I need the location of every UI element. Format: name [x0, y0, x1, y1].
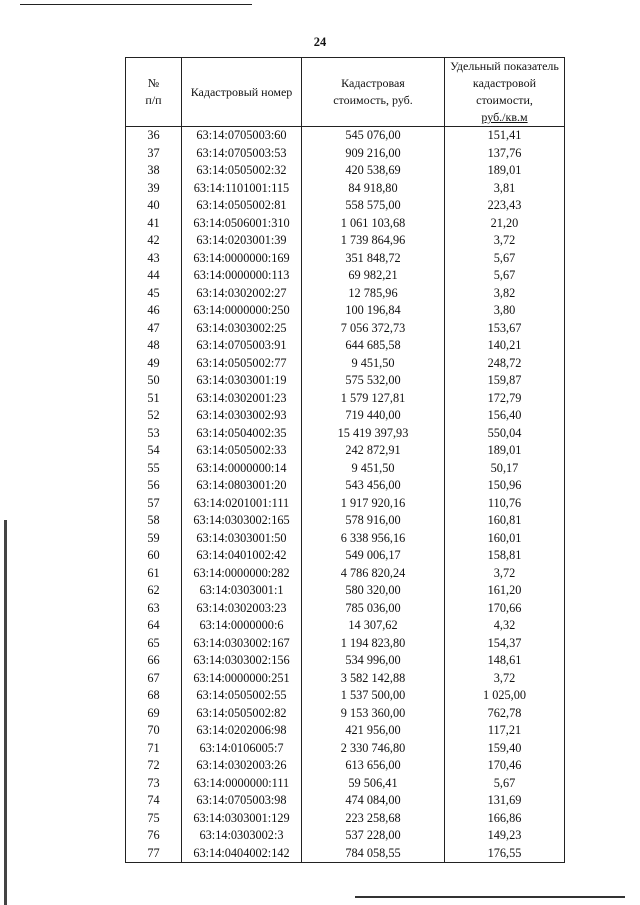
cadastral-number: 63:14:0705003:53 [182, 145, 302, 163]
row-number: 40 [126, 197, 182, 215]
cadastral-number: 63:14:0303002:3 [182, 827, 302, 845]
row-number: 55 [126, 460, 182, 478]
specific-cost: 110,76 [445, 495, 565, 513]
cadastral-table [125, 57, 565, 863]
table-row [126, 582, 565, 600]
row-number: 61 [126, 565, 182, 583]
row-number: 48 [126, 337, 182, 355]
row-number: 45 [126, 285, 182, 303]
row-number: 47 [126, 320, 182, 338]
table-row [126, 127, 565, 145]
cadastral-cost: 9 451,50 [302, 460, 445, 478]
specific-cost: 172,79 [445, 390, 565, 408]
table-row [126, 407, 565, 425]
table-row [126, 337, 565, 355]
table-row [126, 425, 565, 443]
row-number: 63 [126, 600, 182, 618]
specific-cost: 170,66 [445, 600, 565, 618]
specific-cost: 3,80 [445, 302, 565, 320]
cadastral-cost: 784 058,55 [302, 845, 445, 863]
cadastral-number: 63:14:0506001:310 [182, 215, 302, 233]
cadastral-cost: 909 216,00 [302, 145, 445, 163]
row-number: 44 [126, 267, 182, 285]
specific-cost: 176,55 [445, 845, 565, 863]
cadastral-number: 63:14:0505002:82 [182, 705, 302, 723]
specific-cost: 189,01 [445, 442, 565, 460]
header-specific-line4: руб./кв.м [481, 110, 528, 124]
cadastral-cost: 1 537 500,00 [302, 687, 445, 705]
specific-cost: 550,04 [445, 425, 565, 443]
table-row [126, 530, 565, 548]
table-row [126, 775, 565, 793]
row-number: 58 [126, 512, 182, 530]
cadastral-number: 63:14:0505002:33 [182, 442, 302, 460]
scan-edge-bottom [355, 896, 625, 898]
table-row [126, 757, 565, 775]
row-number: 52 [126, 407, 182, 425]
cadastral-cost: 7 056 372,73 [302, 320, 445, 338]
header-specific-line3: стоимости, [476, 93, 533, 107]
cadastral-number: 63:14:0404002:142 [182, 845, 302, 863]
cadastral-number: 63:14:0505002:81 [182, 197, 302, 215]
cadastral-number: 63:14:0505002:55 [182, 687, 302, 705]
cadastral-number: 63:14:0302001:23 [182, 390, 302, 408]
specific-cost: 170,46 [445, 757, 565, 775]
specific-cost: 3,72 [445, 232, 565, 250]
cadastral-number: 63:14:0302003:26 [182, 757, 302, 775]
cadastral-number: 63:14:0000000:250 [182, 302, 302, 320]
table-row [126, 197, 565, 215]
row-number: 75 [126, 810, 182, 828]
table-row [126, 827, 565, 845]
row-number: 38 [126, 162, 182, 180]
row-number: 42 [126, 232, 182, 250]
specific-cost: 149,23 [445, 827, 565, 845]
cadastral-number: 63:14:0302002:27 [182, 285, 302, 303]
cadastral-cost: 9 451,50 [302, 355, 445, 373]
row-number: 76 [126, 827, 182, 845]
row-number: 39 [126, 180, 182, 198]
row-number: 59 [126, 530, 182, 548]
cadastral-cost: 1 917 920,16 [302, 495, 445, 513]
cadastral-cost: 543 456,00 [302, 477, 445, 495]
row-number: 56 [126, 477, 182, 495]
table-row [126, 442, 565, 460]
table-row [126, 547, 565, 565]
specific-cost: 3,81 [445, 180, 565, 198]
row-number: 49 [126, 355, 182, 373]
table-row [126, 705, 565, 723]
specific-cost: 5,67 [445, 250, 565, 268]
cadastral-number: 63:14:0705003:91 [182, 337, 302, 355]
table-row [126, 215, 565, 233]
row-number: 62 [126, 582, 182, 600]
specific-cost: 21,20 [445, 215, 565, 233]
cadastral-number: 63:14:0505002:77 [182, 355, 302, 373]
table-row [126, 617, 565, 635]
specific-cost: 166,86 [445, 810, 565, 828]
table-row [126, 267, 565, 285]
row-number: 50 [126, 372, 182, 390]
row-number: 57 [126, 495, 182, 513]
row-number: 51 [126, 390, 182, 408]
table-row [126, 600, 565, 618]
specific-cost: 4,32 [445, 617, 565, 635]
table-row [126, 302, 565, 320]
cadastral-cost: 534 996,00 [302, 652, 445, 670]
table-row [126, 670, 565, 688]
specific-cost: 160,01 [445, 530, 565, 548]
cadastral-cost: 3 582 142,88 [302, 670, 445, 688]
cadastral-number: 63:14:0303001:129 [182, 810, 302, 828]
cadastral-number: 63:14:0303001:1 [182, 582, 302, 600]
table-row [126, 180, 565, 198]
row-number: 74 [126, 792, 182, 810]
cadastral-cost: 1 061 103,68 [302, 215, 445, 233]
cadastral-number: 63:14:0303002:167 [182, 635, 302, 653]
specific-cost: 3,72 [445, 565, 565, 583]
header-number-line2: п/п [145, 93, 162, 107]
specific-cost: 159,87 [445, 372, 565, 390]
row-number: 71 [126, 740, 182, 758]
specific-cost: 156,40 [445, 407, 565, 425]
row-number: 36 [126, 127, 182, 145]
row-number: 77 [126, 845, 182, 863]
specific-cost: 151,41 [445, 127, 565, 145]
specific-cost: 148,61 [445, 652, 565, 670]
table-row [126, 652, 565, 670]
cadastral-number: 63:14:0000000:113 [182, 267, 302, 285]
cadastral-cost: 100 196,84 [302, 302, 445, 320]
specific-cost: 159,40 [445, 740, 565, 758]
specific-cost: 762,78 [445, 705, 565, 723]
header-cadastral-cost [302, 58, 445, 127]
table-row [126, 495, 565, 513]
table-row [126, 145, 565, 163]
cadastral-cost: 474 084,00 [302, 792, 445, 810]
row-number: 60 [126, 547, 182, 565]
cadastral-cost: 4 786 820,24 [302, 565, 445, 583]
cadastral-cost: 578 916,00 [302, 512, 445, 530]
specific-cost: 248,72 [445, 355, 565, 373]
cadastral-cost: 580 320,00 [302, 582, 445, 600]
cadastral-cost: 15 419 397,93 [302, 425, 445, 443]
specific-cost: 1 025,00 [445, 687, 565, 705]
table-row [126, 390, 565, 408]
cadastral-cost: 223 258,68 [302, 810, 445, 828]
cadastral-cost: 351 848,72 [302, 250, 445, 268]
table-row [126, 635, 565, 653]
cadastral-cost: 242 872,91 [302, 442, 445, 460]
cadastral-cost: 644 685,58 [302, 337, 445, 355]
table-row [126, 162, 565, 180]
table-row [126, 320, 565, 338]
cadastral-cost: 59 506,41 [302, 775, 445, 793]
table-row [126, 687, 565, 705]
row-number: 72 [126, 757, 182, 775]
cadastral-number: 63:14:0303001:19 [182, 372, 302, 390]
cadastral-cost: 69 982,21 [302, 267, 445, 285]
specific-cost: 158,81 [445, 547, 565, 565]
cadastral-cost: 9 153 360,00 [302, 705, 445, 723]
specific-cost: 137,76 [445, 145, 565, 163]
table-row [126, 810, 565, 828]
specific-cost: 117,21 [445, 722, 565, 740]
row-number: 69 [126, 705, 182, 723]
cadastral-number: 63:14:0505002:32 [182, 162, 302, 180]
cadastral-number: 63:14:0303002:93 [182, 407, 302, 425]
header-specific-line1: Удельный показатель [450, 59, 559, 73]
row-number: 43 [126, 250, 182, 268]
cadastral-number: 63:14:0705003:98 [182, 792, 302, 810]
cadastral-cost: 549 006,17 [302, 547, 445, 565]
cadastral-number: 63:14:0201001:111 [182, 495, 302, 513]
cadastral-number: 63:14:0106005:7 [182, 740, 302, 758]
cadastral-number: 63:14:0303002:156 [182, 652, 302, 670]
header-specific-line2: кадастровой [472, 76, 537, 90]
cadastral-cost: 785 036,00 [302, 600, 445, 618]
header-number-line1: № [147, 76, 160, 90]
row-number: 65 [126, 635, 182, 653]
cadastral-cost: 1 579 127,81 [302, 390, 445, 408]
page-number: 24 [313, 35, 327, 49]
header-specific-cost [445, 58, 565, 127]
cadastral-number: 63:14:0000000:14 [182, 460, 302, 478]
cadastral-cost: 1 194 823,80 [302, 635, 445, 653]
row-number: 73 [126, 775, 182, 793]
cadastral-number: 63:14:0303002:25 [182, 320, 302, 338]
specific-cost: 150,96 [445, 477, 565, 495]
specific-cost: 161,20 [445, 582, 565, 600]
table-row [126, 477, 565, 495]
header-cadastral-number-label: Кадастровый номер [190, 84, 293, 99]
cadastral-cost: 12 785,96 [302, 285, 445, 303]
header-cost-line2: стоимость, руб. [333, 93, 413, 107]
specific-cost: 223,43 [445, 197, 565, 215]
scan-edge-left [4, 520, 7, 905]
cadastral-number: 63:14:0303001:50 [182, 530, 302, 548]
cadastral-cost: 558 575,00 [302, 197, 445, 215]
row-number: 53 [126, 425, 182, 443]
specific-cost: 140,21 [445, 337, 565, 355]
cadastral-number: 63:14:0504002:35 [182, 425, 302, 443]
table-row [126, 845, 565, 863]
header-cadastral-number [182, 58, 302, 127]
cadastral-number: 63:14:0302003:23 [182, 600, 302, 618]
cadastral-cost: 613 656,00 [302, 757, 445, 775]
table-row [126, 792, 565, 810]
cadastral-number: 63:14:0705003:60 [182, 127, 302, 145]
table-row [126, 460, 565, 478]
table-row [126, 740, 565, 758]
cadastral-number: 63:14:0000000:111 [182, 775, 302, 793]
cadastral-number: 63:14:0401002:42 [182, 547, 302, 565]
cadastral-number: 63:14:0202006:98 [182, 722, 302, 740]
table-row [126, 232, 565, 250]
specific-cost: 3,72 [445, 670, 565, 688]
table-row [126, 285, 565, 303]
table-row [126, 355, 565, 373]
cadastral-cost: 420 538,69 [302, 162, 445, 180]
table-row [126, 372, 565, 390]
cadastral-cost: 545 076,00 [302, 127, 445, 145]
row-number: 68 [126, 687, 182, 705]
specific-cost: 153,67 [445, 320, 565, 338]
cadastral-number: 63:14:0000000:251 [182, 670, 302, 688]
cadastral-number: 63:14:0000000:282 [182, 565, 302, 583]
row-number: 41 [126, 215, 182, 233]
cadastral-cost: 2 330 746,80 [302, 740, 445, 758]
row-number: 70 [126, 722, 182, 740]
table-header [126, 58, 565, 127]
cadastral-cost: 1 739 864,96 [302, 232, 445, 250]
cadastral-cost: 84 918,80 [302, 180, 445, 198]
cadastral-cost: 719 440,00 [302, 407, 445, 425]
row-number: 54 [126, 442, 182, 460]
row-number: 46 [126, 302, 182, 320]
scan-edge-top [20, 4, 252, 5]
specific-cost: 189,01 [445, 162, 565, 180]
table-body [126, 127, 565, 863]
table-row [126, 722, 565, 740]
cadastral-cost: 537 228,00 [302, 827, 445, 845]
cadastral-number: 63:14:0303002:165 [182, 512, 302, 530]
table-row [126, 250, 565, 268]
specific-cost: 154,37 [445, 635, 565, 653]
cadastral-cost: 6 338 956,16 [302, 530, 445, 548]
cadastral-cost: 421 956,00 [302, 722, 445, 740]
row-number: 64 [126, 617, 182, 635]
cadastral-number: 63:14:0000000:6 [182, 617, 302, 635]
table-row [126, 565, 565, 583]
specific-cost: 5,67 [445, 775, 565, 793]
row-number: 66 [126, 652, 182, 670]
cadastral-cost: 575 532,00 [302, 372, 445, 390]
row-number: 37 [126, 145, 182, 163]
cadastral-cost: 14 307,62 [302, 617, 445, 635]
specific-cost: 160,81 [445, 512, 565, 530]
specific-cost: 131,69 [445, 792, 565, 810]
header-cost-line1: Кадастровая [341, 76, 405, 90]
specific-cost: 3,82 [445, 285, 565, 303]
cadastral-number: 63:14:0803001:20 [182, 477, 302, 495]
row-number: 67 [126, 670, 182, 688]
cadastral-number: 63:14:0203001:39 [182, 232, 302, 250]
specific-cost: 50,17 [445, 460, 565, 478]
table-row [126, 512, 565, 530]
specific-cost: 5,67 [445, 267, 565, 285]
cadastral-number: 63:14:1101001:115 [182, 180, 302, 198]
cadastral-number: 63:14:0000000:169 [182, 250, 302, 268]
header-number [126, 58, 182, 127]
